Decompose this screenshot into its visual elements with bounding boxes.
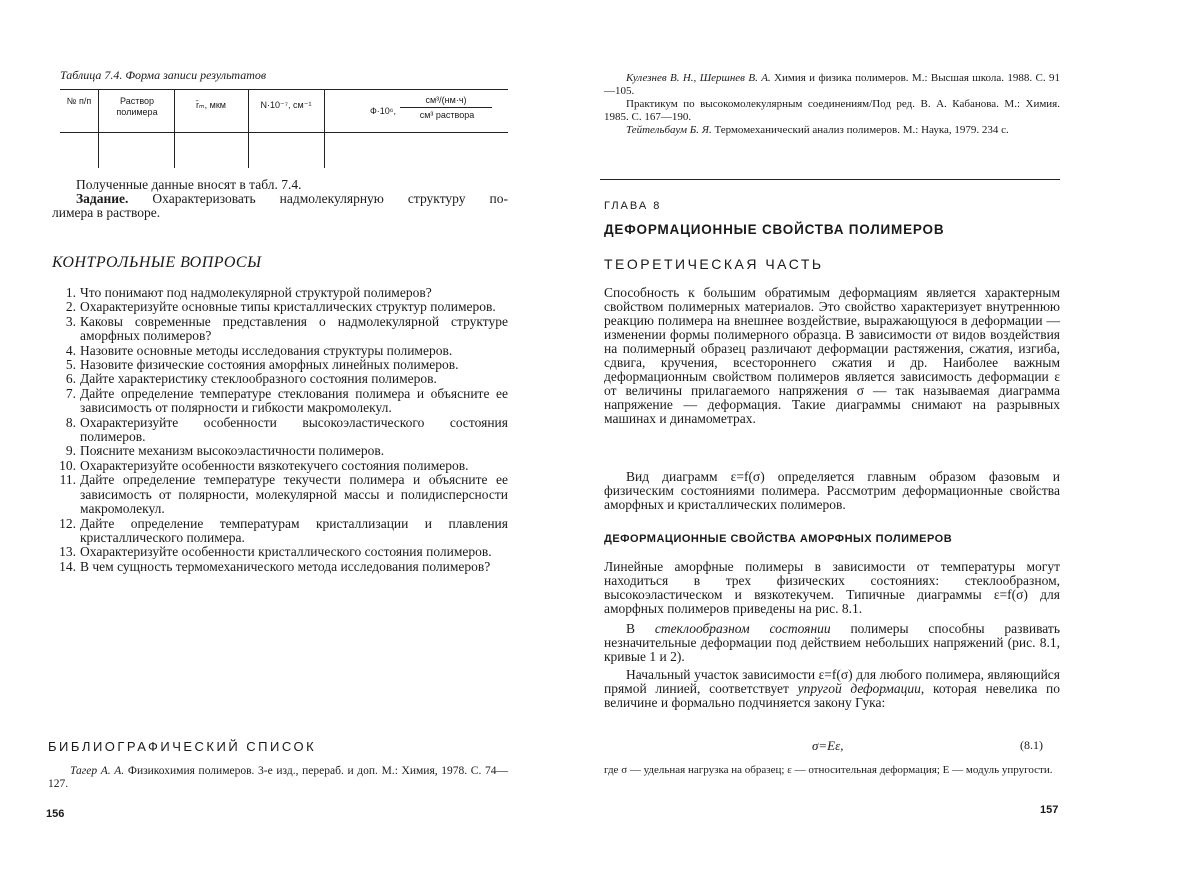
question-number: 2. bbox=[65, 299, 76, 315]
list-item bbox=[52, 517, 508, 546]
list-item bbox=[52, 560, 508, 574]
list-item bbox=[52, 300, 508, 314]
reference-entry bbox=[604, 72, 1060, 98]
question-text: Дайте определение температуре текучести полимера и объясните ее зависимость от полярности, молекулярной массы и полидисперсности макромолекул. bbox=[80, 472, 508, 517]
question-text: Охарактеризуйте особенности вязкотекучего состояния полимеров. bbox=[80, 457, 469, 473]
question-number: 4. bbox=[65, 342, 76, 358]
results-table bbox=[60, 89, 508, 168]
question-number: 9. bbox=[65, 443, 76, 459]
page-number-left: 156 bbox=[46, 808, 65, 820]
question-number: 3. bbox=[65, 313, 76, 329]
task-text: Задание. Охарактеризовать надмолекулярную структуру по- bbox=[76, 191, 508, 206]
table-header-phi: Ф·10⁶, bbox=[369, 106, 396, 116]
question-text: Дайте характеристику стеклообразного состояния полимеров. bbox=[80, 371, 437, 387]
task-label: Задание. bbox=[76, 191, 129, 206]
question-number: 1. bbox=[65, 285, 76, 300]
intro-line-2 bbox=[76, 192, 508, 206]
question-text: Дайте определение температурам кристаллизации и плавления кристаллического полимера. bbox=[80, 515, 508, 545]
list-item bbox=[52, 387, 508, 416]
question-text: В чем сущность термомеханического метода исследования полимеров? bbox=[80, 558, 491, 574]
biblio-author: Тагер А. А. bbox=[70, 765, 125, 777]
list-item bbox=[52, 545, 508, 559]
table-header-radius: r̄ₘ, мкм bbox=[196, 100, 226, 110]
section-title: ДЕФОРМАЦИОННЫЕ СВОЙСТВА АМОРФНЫХ ПОЛИМЕРОВ bbox=[604, 533, 953, 545]
questions-heading: КОНТРОЛЬНЫЕ ВОПРОСЫ bbox=[52, 254, 262, 271]
formula: σ=Eε, bbox=[812, 738, 844, 753]
list-item bbox=[52, 444, 508, 458]
paragraph-3: Линейные аморфные полимеры в зависимости от температуры могут находиться в трех физических состояниях: стеклообразном, высокоэластическом и вязкотекучем. Типичные диаграммы ε=f(σ) для аморфных полимеров приведены на рис. 8.1. bbox=[604, 559, 1060, 616]
reference-entry bbox=[604, 98, 1060, 124]
reference-author: Кулезнев В. Н., Шершнев В. А. bbox=[626, 72, 771, 84]
reference-text: Химия и физика полимеров. М.: Высшая школа. 1988. С. 91—105. bbox=[604, 72, 1060, 97]
question-number: 7. bbox=[65, 385, 76, 401]
question-number: 12. bbox=[59, 515, 76, 531]
intro-line-3: лимера в растворе. bbox=[52, 205, 161, 220]
question-number: 6. bbox=[65, 371, 76, 387]
list-item bbox=[52, 473, 508, 516]
table-header-solution: Раствор полимера bbox=[116, 96, 158, 117]
chapter-label: ГЛАВА 8 bbox=[604, 200, 662, 212]
references bbox=[604, 72, 1060, 137]
biblio-rest: Физикохимия полимеров. 3-е изд., перераб. и доп. М.: Химия, 1978. С. 74—127. bbox=[48, 765, 509, 790]
chapter-title: ДЕФОРМАЦИОННЫЕ СВОЙСТВА ПОЛИМЕРОВ bbox=[604, 222, 945, 237]
list-item bbox=[52, 459, 508, 473]
page-number-right: 157 bbox=[1040, 804, 1059, 816]
question-text: Охарактеризуйте основные типы кристаллических структур полимеров. bbox=[80, 299, 496, 315]
paragraph-2: Вид диаграмм ε=f(σ) определяется главным образом фазовым и физическим состояниями полимера. Рассмотрим деформационные свойства аморфных и кристаллических полимеров. bbox=[604, 469, 1060, 512]
questions-list bbox=[52, 286, 508, 574]
question-number: 11. bbox=[59, 472, 76, 488]
question-text: Поясните механизм высокоэластичности полимеров. bbox=[80, 443, 385, 459]
chapter-rule bbox=[600, 179, 1060, 180]
reference-text: Термомеханический анализ полимеров. М.: Наука, 1979. 234 с. bbox=[711, 124, 1009, 136]
question-text: Каковы современные представления о надмолекулярной структуре аморфных полимеров? bbox=[80, 313, 508, 344]
formula-number: (8.1) bbox=[1020, 738, 1043, 752]
reference-text: Практикум по высокомолекулярным соединениям/Под ред. В. А. Кабанова. М.: Химия. 1985. С. 167—190. bbox=[604, 98, 1060, 123]
biblio-heading: БИБЛИОГРАФИЧЕСКИЙ СПИСОК bbox=[48, 739, 317, 754]
right-page bbox=[600, 0, 1200, 872]
biblio-entry bbox=[48, 765, 508, 791]
where-note: где σ — удельная нагрузка на образец; ε — относительная деформация; E — модуль упругости. bbox=[604, 764, 1053, 776]
table-frac-denominator: см³ раствора bbox=[419, 110, 475, 120]
paragraph-4: В стеклообразном состоянии полимеры способны развивать незначительные деформации под действием небольших напряжений (рис. 8.1, кривые 1 и 2). bbox=[604, 621, 1060, 664]
question-number: 13. bbox=[59, 544, 76, 560]
table-caption: Таблица 7.4. Форма записи результатов bbox=[60, 68, 267, 82]
question-text: Назовите основные методы исследования структуры полимеров. bbox=[80, 342, 453, 358]
list-item bbox=[52, 372, 508, 386]
list-item bbox=[52, 358, 508, 372]
table-header-rule bbox=[60, 132, 508, 133]
paragraph-1: Способность к большим обратимым деформациям является характерным свойством полимерных материалов. Это свойство характеризует внутреннюю реакцию полимера на внешнее воздействие, выражающуюся в деформации — изменении формы полимерного образца. В зависимости от видов воздействия на полимерный образец различают деформации растяжения, сжатия, изгиба, сдвига, кручения, всестороннего сжатия и др. Наиболее важным деформационным свойством полимеров является зависимость деформации ε от величины прилагаемого напряжения σ — так называемая диаграмма напряжение — деформация. Такие диаграммы снимают на разрывных машинах и динамометрах. bbox=[604, 285, 1060, 426]
table-header-n: N·10⁻⁷, см⁻¹ bbox=[260, 100, 312, 110]
reference-entry bbox=[604, 124, 1060, 137]
subtitle: ТЕОРЕТИЧЕСКАЯ ЧАСТЬ bbox=[604, 256, 824, 272]
list-item bbox=[52, 286, 508, 300]
table-header-num: № п/п bbox=[66, 96, 92, 106]
list-item bbox=[52, 344, 508, 358]
table-frac-numerator: см³/(нм·ч) bbox=[425, 95, 467, 105]
question-number: 8. bbox=[65, 414, 76, 430]
list-item bbox=[52, 416, 508, 445]
question-text: Охарактеризуйте особенности высокоэластического состояния полимеров. bbox=[80, 414, 508, 445]
question-text: Что понимают под надмолекулярной структурой полимеров? bbox=[80, 285, 432, 300]
question-text: Дайте определение температуре стеклования полимера и объясните ее зависимость от полярности и гибкости макромолекул. bbox=[80, 385, 508, 416]
question-text: Охарактеризуйте особенности кристаллического состояния полимеров. bbox=[80, 544, 492, 560]
question-number: 10. bbox=[59, 457, 76, 473]
question-number: 5. bbox=[65, 357, 76, 373]
reference-author: Тейтельбаум Б. Я. bbox=[626, 124, 712, 136]
question-text: Назовите физические состояния аморфных линейных полимеров. bbox=[80, 357, 459, 373]
question-number: 14. bbox=[59, 558, 76, 574]
list-item bbox=[52, 315, 508, 344]
intro-line-1: Полученные данные вносят в табл. 7.4. bbox=[76, 177, 302, 192]
paragraph-5: Начальный участок зависимости ε=f(σ) для любого полимера, являющийся прямой линией, соответствует упругой деформации, которая невелика по величине и формально подчиняется закону Гука: bbox=[604, 667, 1060, 710]
